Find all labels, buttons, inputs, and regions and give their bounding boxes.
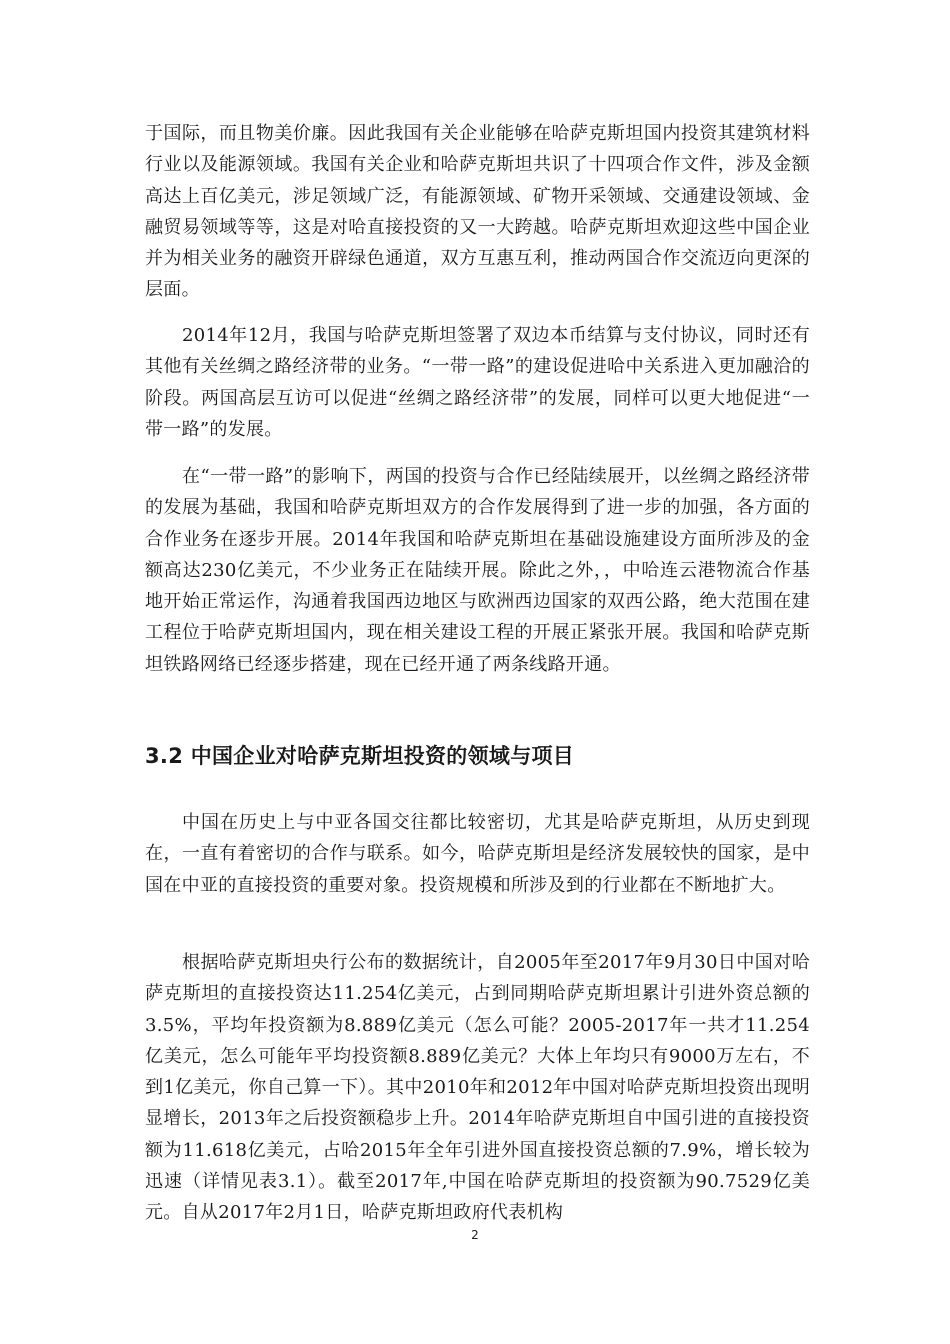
page-number: 2 [471,1228,479,1242]
paragraph-investment-statistics: 根据哈萨克斯坦央行公布的数据统计，自2005年至2017年9月30日中国对哈萨克斯坦的直接投资达11.254亿美元，占到同期哈萨克斯坦累计引进外资总额的3.5%，平均年投资额为8.889亿美元（怎么可能？2005-2017年一共才11.254亿美元，怎么可能年平均投资额8.889亿美元？大体上年均只有9000万左右，不到1亿美元，你自己算一下）。其中2010年和2012年中国对哈萨克斯坦投资出现明显增长，2013年之后投资额稳步上升。2014年哈萨克斯坦自中国引进的直接投资额为11.618亿美元，占哈2015年全年引进外国直接投资总额的7.9%，增长较为迅速（详情见表3.1）。截至2017年,中国在哈萨克斯坦的投资额为90.7529亿美元。自从2017年2月1日，哈萨克斯坦政府代表机构 [145,952,810,1224]
paragraph-continuation: 于国际，而且物美价廉。因此我国有关企业能够在哈萨克斯坦国内投资其建筑材料行业以及能源领域。我国有关企业和哈萨克斯坦共识了十四项合作文件，涉及金额高达上百亿美元，涉足领域广泛，有能源领域、矿物开采领域、交通建设领域、金融贸易领域等等，这是对哈直接投资的又一大跨越。哈萨克斯坦欢迎这些中国企业并为相关业务的融资开辟绿色通道，双方互惠互利，推动两国合作交流迈向更深的层面。 [145,123,810,301]
section-heading: 3.2 中国企业对哈萨克斯坦投资的领域与项目 [145,744,575,768]
paragraph-currency-agreement: 2014年12月，我国与哈萨克斯坦签署了双边本币结算与支付协议，同时还有其他有关丝绸之路经济带的业务。“一带一路”的建设促进哈中关系进入更加融洽的阶段。两国高层互访可以促进“丝绸之路经济带”的发展，同样可以更大地促进“一带一路”的发展。 [145,325,810,440]
paragraph-belt-and-road-cooperation: 在“一带一路”的影响下，两国的投资与合作已经陆续展开，以丝绸之路经济带的发展为基础，我国和哈萨克斯坦双方的合作发展得到了进一步的加强，各方面的合作业务在逐步开展。2014年我国和哈萨克斯坦在基础设施建设方面所涉及的金额高达230亿美元，不少业务正在陆续开展。除此之外，，中哈连云港物流合作基地开始正常运作，沟通着我国西边地区与欧洲西边国家的双西公路，绝大范围在建工程位于哈萨克斯坦国内，现在相关建设工程的开展正紧张开展。我国和哈萨克斯坦铁路网络已经逐步搭建，现在已经开通了两条线路开通。 [145,466,810,675]
paragraph-history: 中国在历史上与中亚各国交往都比较密切，尤其是哈萨克斯坦，从历史到现在，一直有着密切的合作与联系。如今，哈萨克斯坦是经济发展较快的国家，是中国在中亚的直接投资的重要对象。投资规模和所涉及到的行业都在不断地扩大。 [145,812,810,896]
